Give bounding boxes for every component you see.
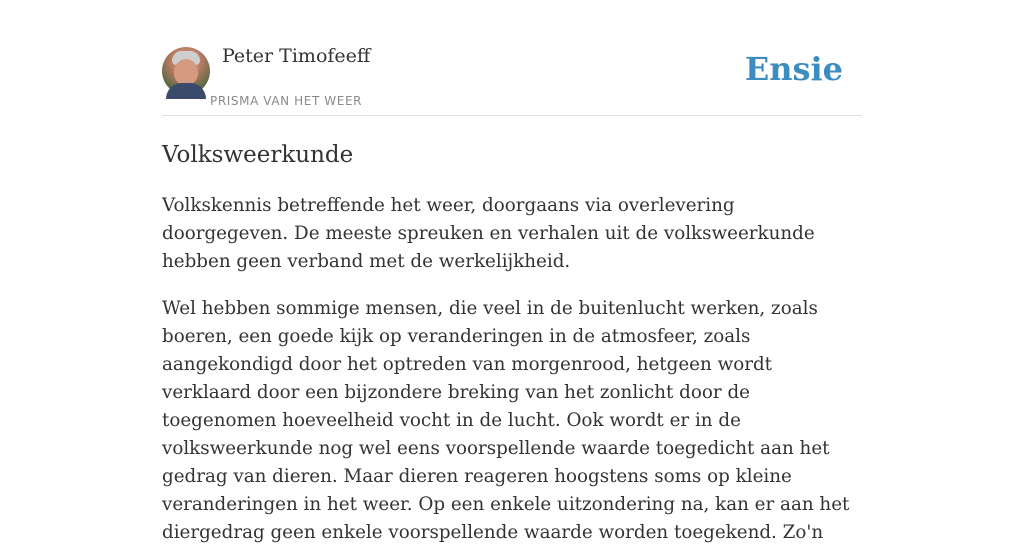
article-page: [162, 0, 862, 543]
author-header: [162, 0, 862, 116]
article-title: Volksweerkunde: [162, 142, 354, 168]
publication-name[interactable]: PRISMA VAN HET WEER: [210, 94, 363, 108]
article-paragraph-2: Wel hebben sommige mensen, die veel in de buitenlucht werken, zoals boeren, een goede kijk op veranderingen in de atmosfeer, zoals aangekondigd door het optreden van morgenrood, hetgeen wordt verklaard door een bijzondere breking van het zonlicht door de toegenomen hoeveelheid vocht in de lucht. Ook wordt er in de volksweerkunde nog wel eens voorspellende waarde toegedicht aan het gedrag van dieren. Maar dieren reageren hoogstens soms op kleine veranderingen in het weer. Op een enkele uitzondering na, kan er aan het diergedrag geen enkele voorspellende waarde worden toegekend. Zo'n: [162, 298, 850, 543]
brand-logo[interactable]: Ensie: [744, 50, 843, 88]
article-paragraph-1: Volkskennis betreffende het weer, doorgaans via overlevering doorgegeven. De meeste spreuken en verhalen uit de volksweerkunde hebben geen verband met de werkelijkheid.: [162, 195, 815, 272]
avatar-shirt: [166, 83, 206, 99]
author-name[interactable]: Peter Timofeeff: [222, 45, 371, 67]
avatar-face: [174, 59, 198, 85]
author-avatar[interactable]: [162, 47, 210, 95]
